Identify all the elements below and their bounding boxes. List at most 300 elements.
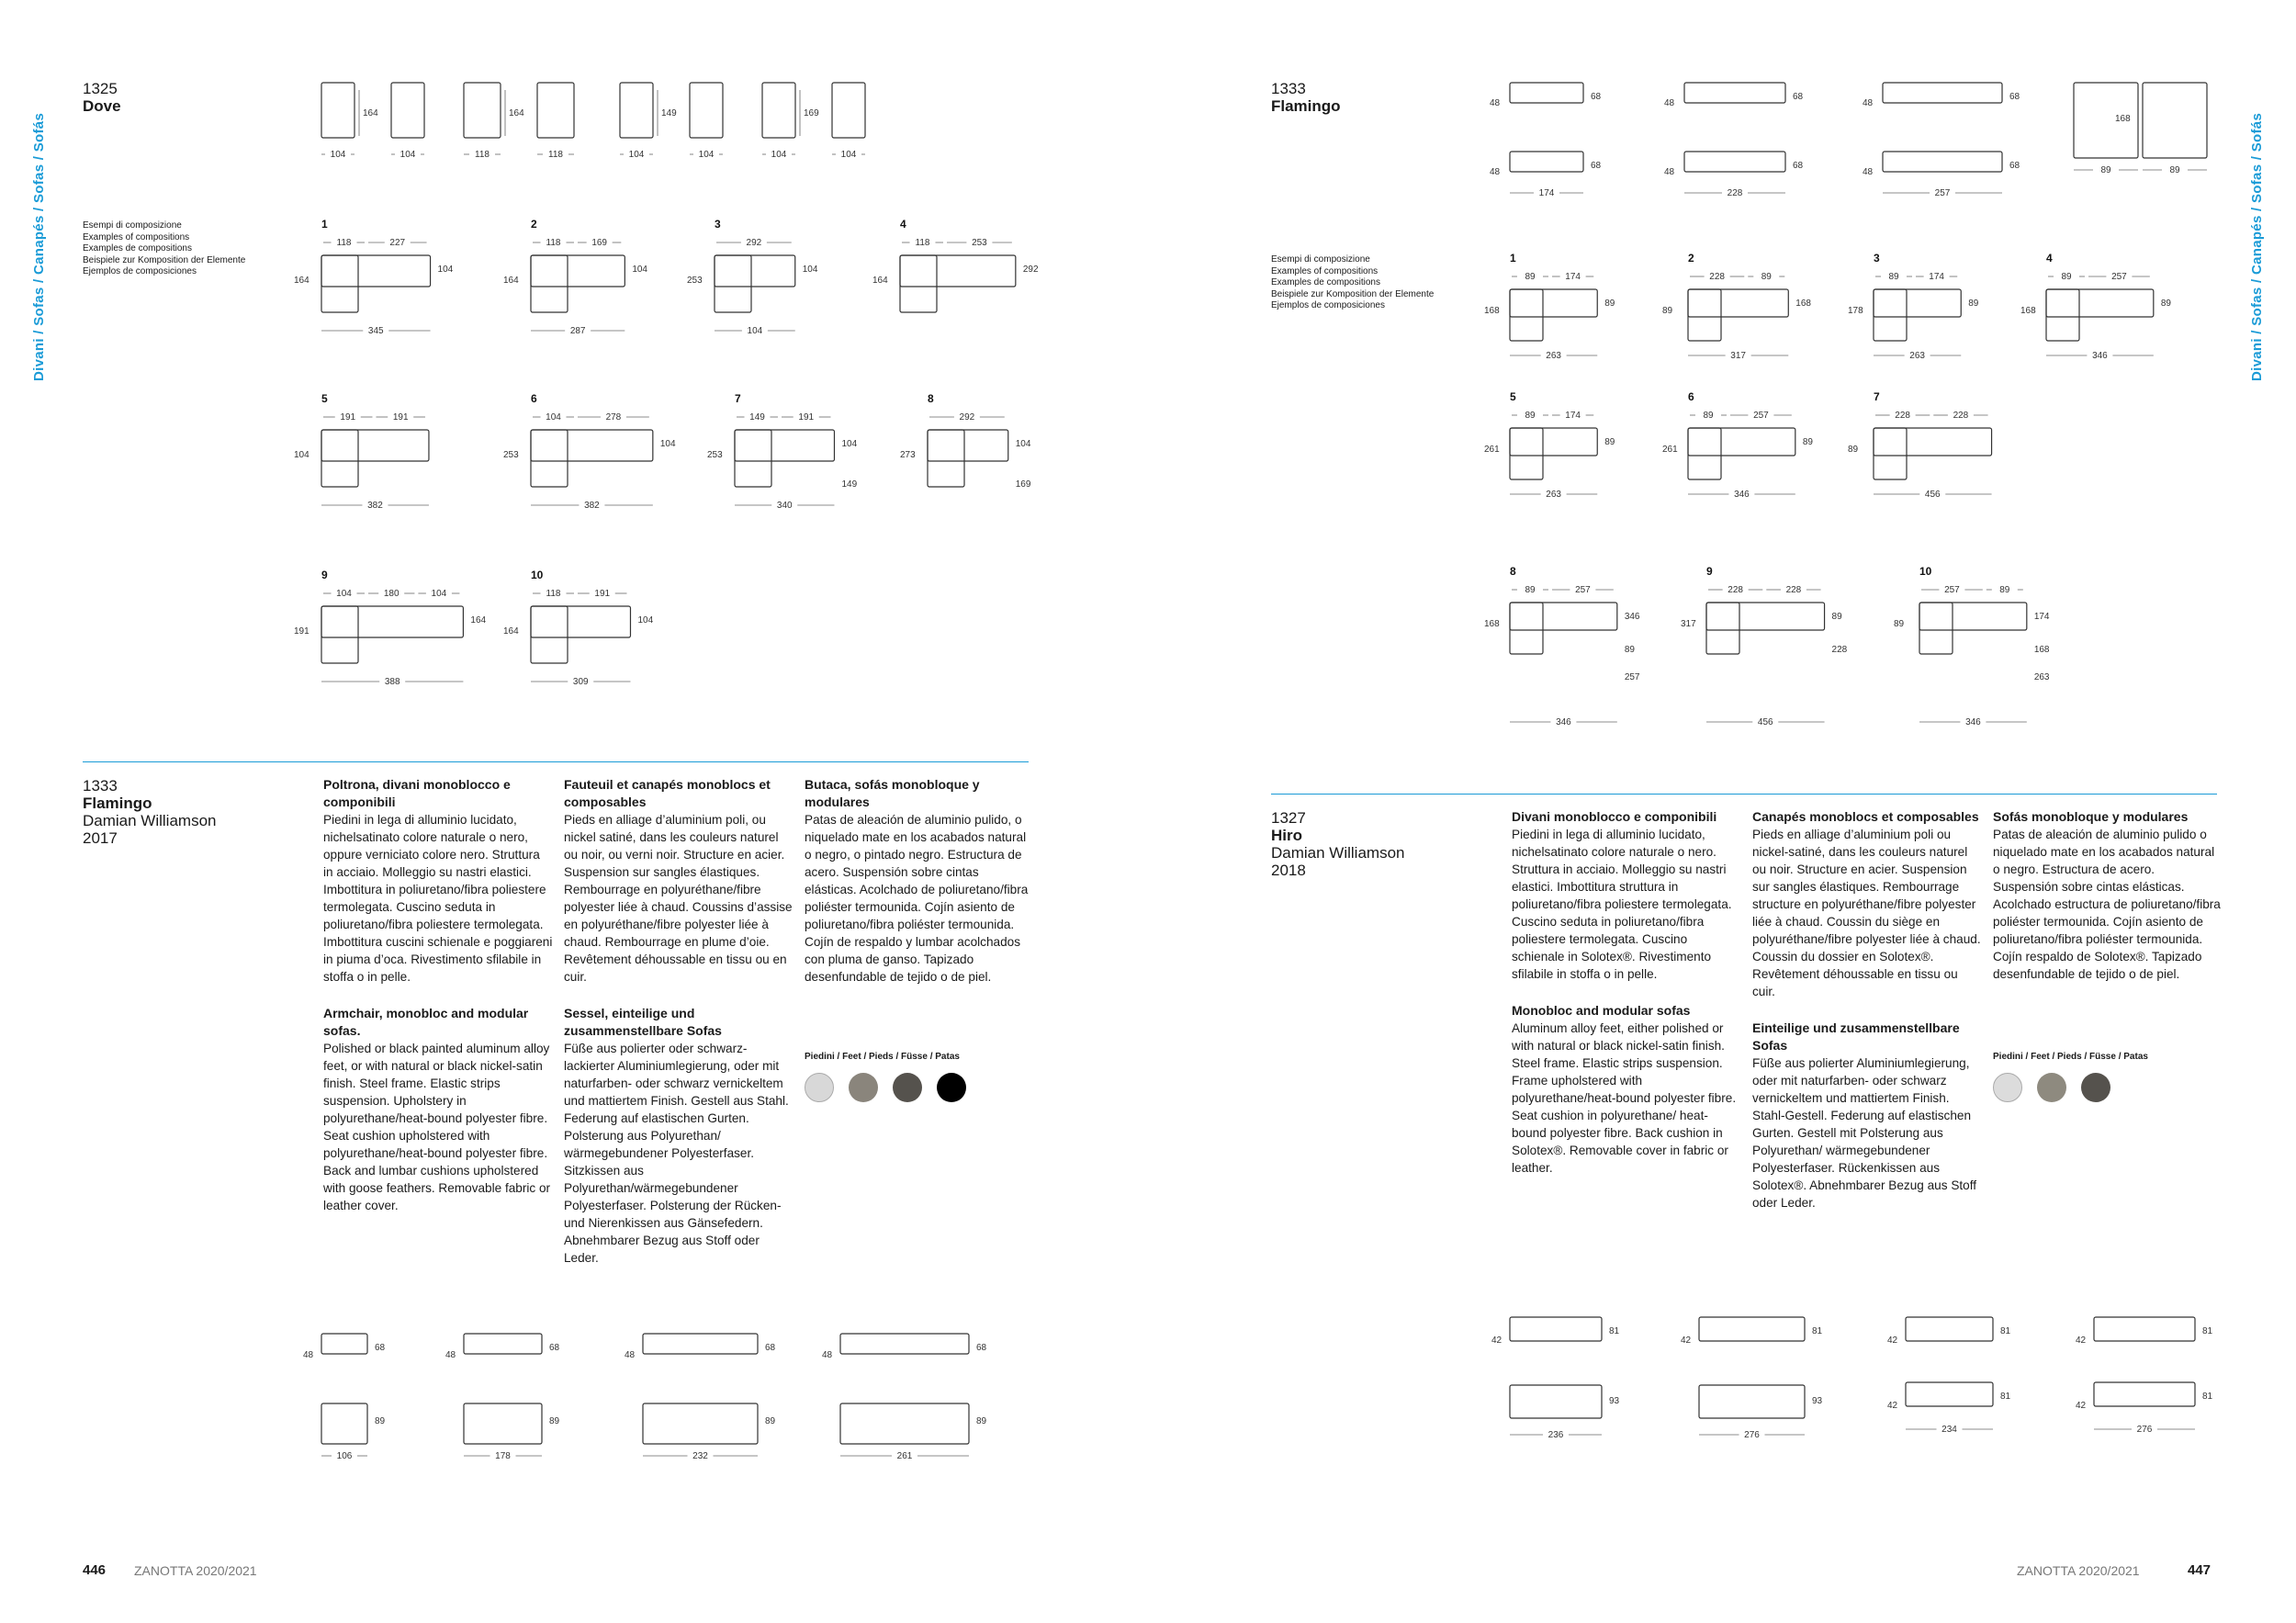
dimension-label: 68 bbox=[2009, 92, 2020, 102]
dimension-label: 89 bbox=[2169, 165, 2180, 175]
dimension-label: 5 bbox=[321, 392, 328, 405]
dimension-label: 68 bbox=[765, 1343, 776, 1353]
dimension-label: 48 bbox=[1490, 98, 1501, 108]
dimension-label: 89 bbox=[976, 1416, 987, 1426]
dimension-label: 89 bbox=[1894, 619, 1905, 629]
dimension-label: 118 bbox=[475, 150, 490, 160]
body-it: Piedini in lega di alluminio lucidato, nichelsatinato colore naturale o nero, oppure verniciato colore nero. Struttura in acciaio. Molleggio su nastri elastici. Imbottitura in poliuretano/fibra poliestere termolegata. Cuscino seduta in poliuretano/fibra poliestere termolegata. Imbottitura cuscini schienale e poggiareni in piuma d’oca. Rivestimento sfilabile in stoffa o in pelle. bbox=[323, 813, 553, 984]
heading-es: Sofás monobloque y modulares bbox=[1993, 809, 2189, 824]
chaise-module bbox=[900, 255, 937, 312]
flamingo-top-view bbox=[643, 1403, 758, 1444]
dimension-label: 89 bbox=[1888, 272, 1899, 282]
dimension-label: 104 bbox=[840, 150, 857, 160]
dimension-label: 81 bbox=[2000, 1392, 2011, 1402]
dimension-label: 89 bbox=[1604, 437, 1615, 447]
label-it: Esempi di composizione bbox=[1271, 254, 1370, 265]
sofa-body bbox=[1510, 289, 1597, 317]
designer-name: Damian Williamson bbox=[1271, 844, 1405, 862]
flamingo-code: 1333 bbox=[1271, 80, 1306, 97]
dimension-label: 346 bbox=[1965, 717, 1981, 727]
dimension-label: 228 bbox=[1953, 411, 1969, 421]
dimension-label: 168 bbox=[2033, 645, 2050, 655]
heading-es: Butaca, sofás monobloque y modulares bbox=[805, 777, 980, 809]
chaise-module bbox=[2046, 289, 2079, 341]
dimension-label: 228 bbox=[1727, 188, 1743, 198]
dimension-label: 234 bbox=[1941, 1425, 1957, 1435]
flamingo-side-view bbox=[840, 1334, 969, 1354]
design-year: 2018 bbox=[1271, 862, 1306, 879]
heading-en: Armchair, monobloc and modular sofas. bbox=[323, 1006, 529, 1038]
dimension-label: 174 bbox=[1929, 272, 1944, 282]
dimension-label: 42 bbox=[1887, 1336, 1898, 1346]
dimension-label: 104 bbox=[628, 150, 645, 160]
sofa-body bbox=[531, 255, 625, 287]
flamingo-side-view bbox=[643, 1334, 758, 1354]
dimension-label: 1 bbox=[321, 218, 328, 231]
dimension-label: 104 bbox=[632, 265, 648, 275]
dimension-label: 257 bbox=[1934, 188, 1951, 198]
dimension-label: 273 bbox=[900, 450, 916, 460]
hiro-top-view bbox=[1699, 1385, 1805, 1418]
dimension-label: 7 bbox=[735, 392, 741, 405]
dimension-label: 257 bbox=[2111, 272, 2127, 282]
dimension-label: 168 bbox=[2115, 114, 2131, 124]
heading-fr: Canapés monoblocs et composables bbox=[1752, 809, 1979, 824]
body-es: Patas de aleación de aluminio pulido, o niquelado mate en los acabados natural o negro, o pintado negro. Estructura de acero. Suspensión sobre cintas elásticas. Acolchado de poliuretano/fibra poliéster termounida. Cojín asiento de poliuretano/fibra poliéster termounida. Cojín de respaldo y lumbar acolchados con pluma de ganso. Tapizado desenfundable de tejido o de piel. bbox=[805, 813, 1029, 984]
dimension-label: 261 bbox=[1662, 445, 1678, 455]
dimension-label: 164 bbox=[294, 276, 310, 286]
dimension-label: 104 bbox=[330, 150, 346, 160]
dimension-label: 89 bbox=[765, 1416, 776, 1426]
flamingo-side-view bbox=[1883, 83, 2002, 103]
dimension-label: 174 bbox=[2033, 612, 2050, 622]
body-es: Patas de aleación de aluminio pulido o niquelado mate en los acabados natural o negro. Estructura de acero. Suspensión sobre cintas elásticas. Acolchado estructura de poliuretano/fibra poliéster termounida. Cojín asiento de poliuretano/fibra poliéster termounida. Cojín respaldo de Solotex®. Tapizado desenfundable de tejido o de piel. bbox=[1993, 828, 2221, 981]
dimension-label: 6 bbox=[531, 392, 537, 405]
dimension-label: 104 bbox=[802, 265, 818, 275]
dimension-label: 253 bbox=[687, 276, 703, 286]
dimension-label: 3 bbox=[715, 218, 721, 231]
dimension-label: 10 bbox=[1919, 565, 1932, 578]
dimension-label: 287 bbox=[569, 326, 586, 336]
dimension-label: 174 bbox=[1565, 272, 1581, 282]
sofa-body bbox=[531, 430, 653, 461]
chaise-module bbox=[1688, 289, 1721, 341]
dimension-label: 292 bbox=[746, 238, 762, 248]
dimension-label: 253 bbox=[503, 450, 519, 460]
dimension-label: 68 bbox=[1591, 92, 1602, 102]
dove-name: Dove bbox=[83, 97, 121, 115]
dimension-label: 89 bbox=[1999, 585, 2010, 595]
sofa-body bbox=[1874, 428, 1992, 456]
dimension-label: 89 bbox=[1831, 612, 1842, 622]
sofa-body bbox=[900, 255, 1016, 287]
dimension-label: 149 bbox=[841, 479, 858, 490]
dimension-label: 168 bbox=[2020, 306, 2036, 316]
dimension-label: 81 bbox=[2202, 1392, 2213, 1402]
chaise-module bbox=[1688, 428, 1721, 479]
dimension-label: 191 bbox=[594, 589, 611, 599]
dimension-label: 228 bbox=[1709, 272, 1725, 282]
footer-right: ZANOTTA 2020/2021 bbox=[2017, 1563, 2140, 1578]
chaise-module bbox=[1510, 289, 1543, 341]
dimension-label: 191 bbox=[294, 626, 310, 637]
dimension-label: 263 bbox=[1546, 490, 1561, 500]
sofa-body bbox=[321, 430, 429, 461]
dimension-label: 48 bbox=[625, 1350, 636, 1360]
label-fr: Examples de compositions bbox=[83, 243, 192, 254]
flamingo-side-view bbox=[1684, 152, 1785, 172]
body-fr: Pieds en alliage d’aluminium poli ou nickel-satiné, dans les couleurs naturel ou noir. Structure en acier. Suspension sur sangles élastiques. Rembourrage structure en polyuréthane/fibre polyester liée à chaud. Coussin du siège en polyuréthane/fibre polyester liée à chaud. Coussin du dossier en Solotex®. Revêtement déhoussable en tissu ou cuir. bbox=[1752, 828, 1981, 998]
dimension-label: 89 bbox=[549, 1416, 560, 1426]
dimension-label: 89 bbox=[1802, 437, 1813, 447]
designer-name: Damian Williamson bbox=[83, 812, 217, 829]
dimension-label: 164 bbox=[509, 108, 524, 118]
dimension-label: 317 bbox=[1681, 619, 1696, 629]
dimension-label: 2 bbox=[1688, 252, 1694, 265]
heading-it: Divani monoblocco e componibili bbox=[1512, 809, 1717, 824]
dimension-label: 48 bbox=[1863, 167, 1874, 177]
dimension-label: 174 bbox=[1538, 188, 1555, 198]
chaise-module bbox=[1510, 428, 1543, 479]
dimension-label: 3 bbox=[1874, 252, 1880, 265]
dimension-label: 68 bbox=[2009, 161, 2020, 171]
dimension-label: 48 bbox=[445, 1350, 456, 1360]
dimension-label: 257 bbox=[1575, 585, 1591, 595]
dove-armchair bbox=[537, 83, 574, 138]
hiro-side-view bbox=[2094, 1382, 2195, 1406]
dimension-label: 180 bbox=[383, 589, 400, 599]
dove-armchair bbox=[832, 83, 865, 138]
dimension-label: 2 bbox=[531, 218, 537, 231]
sofa-body bbox=[1688, 289, 1788, 317]
chaise-module bbox=[531, 430, 568, 487]
dimension-label: 228 bbox=[1831, 645, 1848, 655]
body-en: Aluminum alloy feet, either polished or with natural or black nickel-satin finish. Steel frame. Elastic strips suspension. Frame upholstered with polyurethane/heat-bound polyester fibre. Seat cushion in polyurethane/ heat-bound polyester fibre. Back cushion in Solotex®. Removable cover in fabric or leather. bbox=[1512, 1021, 1737, 1175]
hiro-side-view bbox=[2094, 1317, 2195, 1341]
page-number-right: 447 bbox=[2188, 1562, 2212, 1578]
sofa-body bbox=[1510, 428, 1597, 456]
dimension-label: 104 bbox=[546, 412, 561, 423]
label-en: Examples of compositions bbox=[1271, 265, 1379, 276]
dimension-label: 89 bbox=[1848, 445, 1859, 455]
page-number-left: 446 bbox=[83, 1562, 107, 1578]
dimension-label: 89 bbox=[1968, 299, 1979, 309]
dimension-label: 42 bbox=[2076, 1401, 2087, 1411]
dimension-label: 164 bbox=[503, 626, 519, 637]
sofa-body bbox=[715, 255, 795, 287]
dimension-label: 340 bbox=[776, 501, 793, 511]
dimension-label: 68 bbox=[549, 1343, 560, 1353]
dove-armchair bbox=[391, 83, 424, 138]
dimension-label: 382 bbox=[584, 501, 600, 511]
dimension-label: 104 bbox=[431, 589, 447, 599]
dimension-label: 93 bbox=[1609, 1396, 1620, 1406]
sofa-body bbox=[1688, 428, 1795, 456]
heading-it: Poltrona, divani monoblocco e componibili bbox=[323, 777, 511, 809]
chaise-module bbox=[715, 255, 751, 312]
dimension-label: 104 bbox=[747, 326, 763, 336]
hiro-side-view bbox=[1906, 1382, 1993, 1406]
flamingo-side-view bbox=[464, 1334, 542, 1354]
dimension-label: 42 bbox=[1491, 1336, 1503, 1346]
dimension-label: 263 bbox=[2033, 672, 2050, 682]
dimension-label: 48 bbox=[1664, 167, 1675, 177]
dimension-label: 68 bbox=[1591, 161, 1602, 171]
dimension-label: 8 bbox=[928, 392, 934, 405]
dimension-label: 118 bbox=[546, 589, 561, 599]
dimension-label: 104 bbox=[294, 450, 310, 460]
sidebar-label-left: Divani / Sofas / Canapés / Sofas / Sofás bbox=[31, 112, 47, 381]
chaise-module bbox=[531, 606, 568, 663]
dimension-label: 104 bbox=[771, 150, 787, 160]
dimension-label: 178 bbox=[495, 1451, 511, 1461]
swatch-title-left: Piedini / Feet / Pieds / Füsse / Patas bbox=[805, 1052, 960, 1062]
dimension-label: 9 bbox=[1706, 565, 1713, 578]
body-fr: Pieds en alliage d’aluminium poli, ou nickel satiné, dans les couleurs naturel ou noir, ou verni noir. Structure en acier. Suspension sur sangles élastiques. Rembourrage en polyuréthane/fibre polyester liée à chaud. Coussins d’assise en polyuréthane/fibre polyester liée à chaud. Rembourrage en plume d’oie. Revêtement déhoussable en tissu ou en cuir. bbox=[564, 813, 793, 984]
label-es: Ejemplos de composiciones bbox=[83, 266, 197, 276]
dimension-label: 4 bbox=[900, 218, 906, 231]
dimension-label: 309 bbox=[572, 677, 589, 687]
sofa-body bbox=[1706, 603, 1825, 630]
dimension-label: 104 bbox=[698, 150, 715, 160]
hiro-side-view bbox=[1699, 1317, 1805, 1341]
dimension-label: 227 bbox=[389, 238, 406, 248]
dimension-label: 89 bbox=[1761, 272, 1772, 282]
dimension-label: 346 bbox=[1624, 612, 1640, 622]
dimension-label: 8 bbox=[1510, 565, 1516, 578]
dimension-label: 253 bbox=[707, 450, 723, 460]
dimension-label: 104 bbox=[841, 439, 858, 449]
product-name: Hiro bbox=[1271, 827, 1302, 844]
sofa-body bbox=[928, 430, 1008, 461]
dimension-label: 168 bbox=[1795, 299, 1811, 309]
sofa-body bbox=[1510, 603, 1617, 630]
dimension-label: 81 bbox=[2202, 1326, 2213, 1336]
dimension-label: 346 bbox=[2092, 351, 2108, 361]
dimension-label: 104 bbox=[400, 150, 416, 160]
label-es: Ejemplos de composiciones bbox=[1271, 300, 1385, 310]
dimension-label: 89 bbox=[2100, 165, 2111, 175]
dimension-label: 4 bbox=[2046, 252, 2053, 265]
dimension-label: 263 bbox=[1546, 351, 1561, 361]
dimension-label: 104 bbox=[637, 615, 654, 626]
dimension-label: 89 bbox=[2160, 299, 2171, 309]
dimension-label: 164 bbox=[470, 615, 487, 626]
heading-fr: Fauteuil et canapés monoblocs et composables bbox=[564, 777, 771, 809]
dimension-label: 228 bbox=[1785, 585, 1802, 595]
dimension-label: 168 bbox=[1484, 306, 1500, 316]
footer-left: ZANOTTA 2020/2021 bbox=[134, 1563, 257, 1578]
sofa-body bbox=[735, 430, 834, 461]
dimension-label: 10 bbox=[531, 569, 544, 581]
dimension-label: 169 bbox=[591, 238, 608, 248]
sofa-body bbox=[321, 606, 463, 637]
dimension-label: 276 bbox=[1744, 1430, 1760, 1440]
label-en: Examples of compositions bbox=[83, 231, 190, 242]
dimension-label: 89 bbox=[375, 1416, 386, 1426]
body-it: Piedini in lega di alluminio lucidato, nichelsatinato colore naturale o nero. Struttura in acciaio. Molleggio su nastri elastici. Imbottitura struttura in poliuretano/fibra poliestere termolegata. Cuscino seduta in poliuretano/fibra poliestere termolegata. Cuscino schienale in Solotex®. Rivestimento sfilabile in stoffa o in pelle. bbox=[1512, 828, 1732, 981]
sofa-body bbox=[1874, 289, 1961, 317]
dove-armchair bbox=[464, 83, 501, 138]
dimension-label: 106 bbox=[336, 1451, 353, 1461]
dimension-label: 174 bbox=[1565, 411, 1581, 421]
dimension-label: 236 bbox=[1548, 1430, 1564, 1440]
dimension-label: 81 bbox=[1812, 1326, 1823, 1336]
sofa-body bbox=[1919, 603, 2027, 630]
dimension-label: 178 bbox=[1848, 306, 1863, 316]
dimension-label: 191 bbox=[798, 412, 815, 423]
body-de: Füße aus polierter Aluminiumlegierung, oder mit naturfarben- oder schwarz vernickeltem und mattiertem Finish. Stahl-Gestell. Federung auf elastischen Gurten. Gestell mit Polsterung aus Polyurethan/ wärmegebundener Polyesterfaser. Rückenkissen aus Solotex®. Abnehmbarer Bezug aus Stoff oder Leder. bbox=[1752, 1056, 1977, 1210]
dimension-label: 81 bbox=[2000, 1326, 2011, 1336]
dimension-label: 42 bbox=[1887, 1401, 1898, 1411]
dimension-label: 118 bbox=[548, 150, 563, 160]
dimension-label: 68 bbox=[1793, 92, 1804, 102]
dimension-label: 149 bbox=[661, 108, 677, 118]
dimension-label: 89 bbox=[1525, 272, 1536, 282]
flamingo-top-view bbox=[321, 1403, 367, 1444]
sofa-body bbox=[321, 255, 431, 287]
dimension-label: 9 bbox=[321, 569, 328, 581]
dove-armchair bbox=[762, 83, 795, 138]
dimension-label: 346 bbox=[1556, 717, 1571, 727]
dimension-label: 263 bbox=[1909, 351, 1925, 361]
dimension-label: 48 bbox=[303, 1350, 314, 1360]
dove-armchair bbox=[620, 83, 653, 138]
dimension-label: 382 bbox=[367, 501, 383, 511]
dimension-label: 89 bbox=[1525, 585, 1536, 595]
chaise-module bbox=[1874, 428, 1907, 479]
chaise-module bbox=[735, 430, 771, 487]
flamingo-name: Flamingo bbox=[1271, 97, 1341, 115]
body-en: Polished or black painted aluminum alloy feet, or with natural or black nickel-satin finish. Steel frame. Elastic strips suspension. Upholstery in polyurethane/heat-bound polyester fibre. Seat cushion upholstered with polyurethane/heat-bound polyester fibre. Back and lumbar cushions upholstered with goose feathers. Removable fabric or leather cover. bbox=[323, 1042, 551, 1212]
dimension-label: 118 bbox=[546, 238, 561, 248]
dimension-label: 169 bbox=[1015, 479, 1031, 490]
dimension-label: 317 bbox=[1730, 351, 1746, 361]
dimension-label: 228 bbox=[1895, 411, 1910, 421]
dimension-label: 257 bbox=[1753, 411, 1769, 421]
dimension-label: 253 bbox=[972, 238, 987, 248]
heading-en: Monobloc and modular sofas bbox=[1512, 1003, 1691, 1018]
dimension-label: 42 bbox=[2076, 1336, 2087, 1346]
dimension-label: 48 bbox=[822, 1350, 833, 1360]
product-code: 1333 bbox=[83, 777, 118, 795]
dove-code: 1325 bbox=[83, 80, 118, 97]
dimension-label: 93 bbox=[1812, 1396, 1823, 1406]
chaise-module bbox=[928, 430, 964, 487]
dimension-label: 89 bbox=[1703, 411, 1714, 421]
dimension-label: 7 bbox=[1874, 390, 1880, 403]
chaise-module bbox=[531, 255, 568, 312]
dimension-label: 169 bbox=[804, 108, 819, 118]
dove-armchair bbox=[321, 83, 355, 138]
dimension-label: 228 bbox=[1728, 585, 1743, 595]
flamingo-side-view bbox=[1684, 83, 1785, 103]
dimension-label: 149 bbox=[749, 412, 765, 423]
swatch-title-right: Piedini / Feet / Pieds / Füsse / Patas bbox=[1993, 1052, 2148, 1062]
flamingo-top-view bbox=[464, 1403, 542, 1444]
dimension-label: 42 bbox=[1681, 1336, 1692, 1346]
dimension-label: 257 bbox=[1944, 585, 1960, 595]
dimension-label: 168 bbox=[1484, 619, 1500, 629]
dimension-label: 456 bbox=[1924, 490, 1941, 500]
label-de: Beispiele zur Komposition der Elemente bbox=[83, 254, 246, 265]
dimension-label: 48 bbox=[1490, 167, 1501, 177]
dimension-label: 104 bbox=[437, 265, 454, 275]
dimension-label: 191 bbox=[392, 412, 409, 423]
flamingo-top-view bbox=[840, 1403, 969, 1444]
dimension-label: 191 bbox=[340, 412, 356, 423]
dimension-label: 104 bbox=[659, 439, 676, 449]
dimension-label: 48 bbox=[1863, 98, 1874, 108]
heading-de: Einteilige und zusammenstellbare Sofas bbox=[1752, 1020, 1960, 1053]
label-it: Esempi di composizione bbox=[83, 220, 182, 231]
dimension-label: 118 bbox=[336, 238, 352, 248]
dimension-label: 164 bbox=[503, 276, 519, 286]
dimension-label: 261 bbox=[896, 1451, 913, 1461]
flamingo-side-view bbox=[1510, 83, 1583, 103]
dimension-label: 276 bbox=[2136, 1425, 2153, 1435]
dimension-label: 164 bbox=[872, 276, 888, 286]
hiro-side-view bbox=[1906, 1317, 1993, 1341]
flamingo-chaise bbox=[2143, 83, 2207, 158]
label-fr: Examples de compositions bbox=[1271, 277, 1380, 287]
dimension-label: 68 bbox=[1793, 161, 1804, 171]
heading-de: Sessel, einteilige und zusammenstellbare Sofas bbox=[564, 1006, 722, 1038]
dimension-label: 257 bbox=[1624, 672, 1640, 682]
label-de: Beispiele zur Komposition der Elemente bbox=[1271, 288, 1435, 299]
dimension-label: 68 bbox=[375, 1343, 386, 1353]
dimension-label: 345 bbox=[367, 326, 384, 336]
chaise-module bbox=[1510, 603, 1543, 654]
hiro-top-view bbox=[1510, 1385, 1602, 1418]
dimension-label: 346 bbox=[1734, 490, 1750, 500]
chaise-module bbox=[321, 606, 358, 663]
dimension-label: 1 bbox=[1510, 252, 1516, 265]
dimension-label: 89 bbox=[1604, 299, 1615, 309]
product-code: 1327 bbox=[1271, 809, 1306, 827]
dimension-label: 388 bbox=[384, 677, 400, 687]
dimension-label: 292 bbox=[1022, 265, 1039, 275]
dimension-label: 232 bbox=[692, 1451, 708, 1461]
flamingo-side-view bbox=[321, 1334, 367, 1354]
dimension-label: 5 bbox=[1510, 390, 1516, 403]
chaise-module bbox=[321, 430, 358, 487]
dimension-label: 6 bbox=[1688, 390, 1694, 403]
dimension-label: 278 bbox=[605, 412, 622, 423]
dimension-label: 104 bbox=[336, 589, 352, 599]
dimension-label: 118 bbox=[915, 238, 930, 248]
product-name: Flamingo bbox=[83, 795, 152, 812]
body-de: Füße aus polierter oder schwarz-lackierter Aluminiumlegierung, oder mit naturfarben- oder schwarz vernickeltem und mattiertem Finish. Gestell aus Stahl. Federung auf elastischen Gurten. Polsterung aus Polyurethan/ wärmegebundener Polyesterfaser. Sitzkissen aus Polyurethan/wärmegebundener Polyesterfaser. Polsterung der Rücken- und Nierenkissen aus Gänsefedern. Abnehmbarer Bezug aus Stoff oder Leder. bbox=[564, 1042, 789, 1265]
dimension-label: 456 bbox=[1757, 717, 1773, 727]
chaise-module bbox=[1874, 289, 1907, 341]
sofa-body bbox=[2046, 289, 2154, 317]
dimension-label: 81 bbox=[1609, 1326, 1620, 1336]
dimension-label: 89 bbox=[1624, 645, 1635, 655]
dimension-label: 48 bbox=[1664, 98, 1675, 108]
flamingo-side-view bbox=[1883, 152, 2002, 172]
dove-armchair bbox=[690, 83, 723, 138]
hiro-side-view bbox=[1510, 1317, 1602, 1341]
chaise-module bbox=[1919, 603, 1953, 654]
dimension-label: 89 bbox=[2061, 272, 2072, 282]
dimension-label: 104 bbox=[1015, 439, 1031, 449]
chaise-module bbox=[1706, 603, 1739, 654]
dimension-label: 261 bbox=[1484, 445, 1500, 455]
flamingo-side-view bbox=[1510, 152, 1583, 172]
dimension-label: 89 bbox=[1662, 306, 1673, 316]
sidebar-label-right: Divani / Sofas / Canapés / Sofas / Sofás bbox=[2249, 112, 2265, 381]
